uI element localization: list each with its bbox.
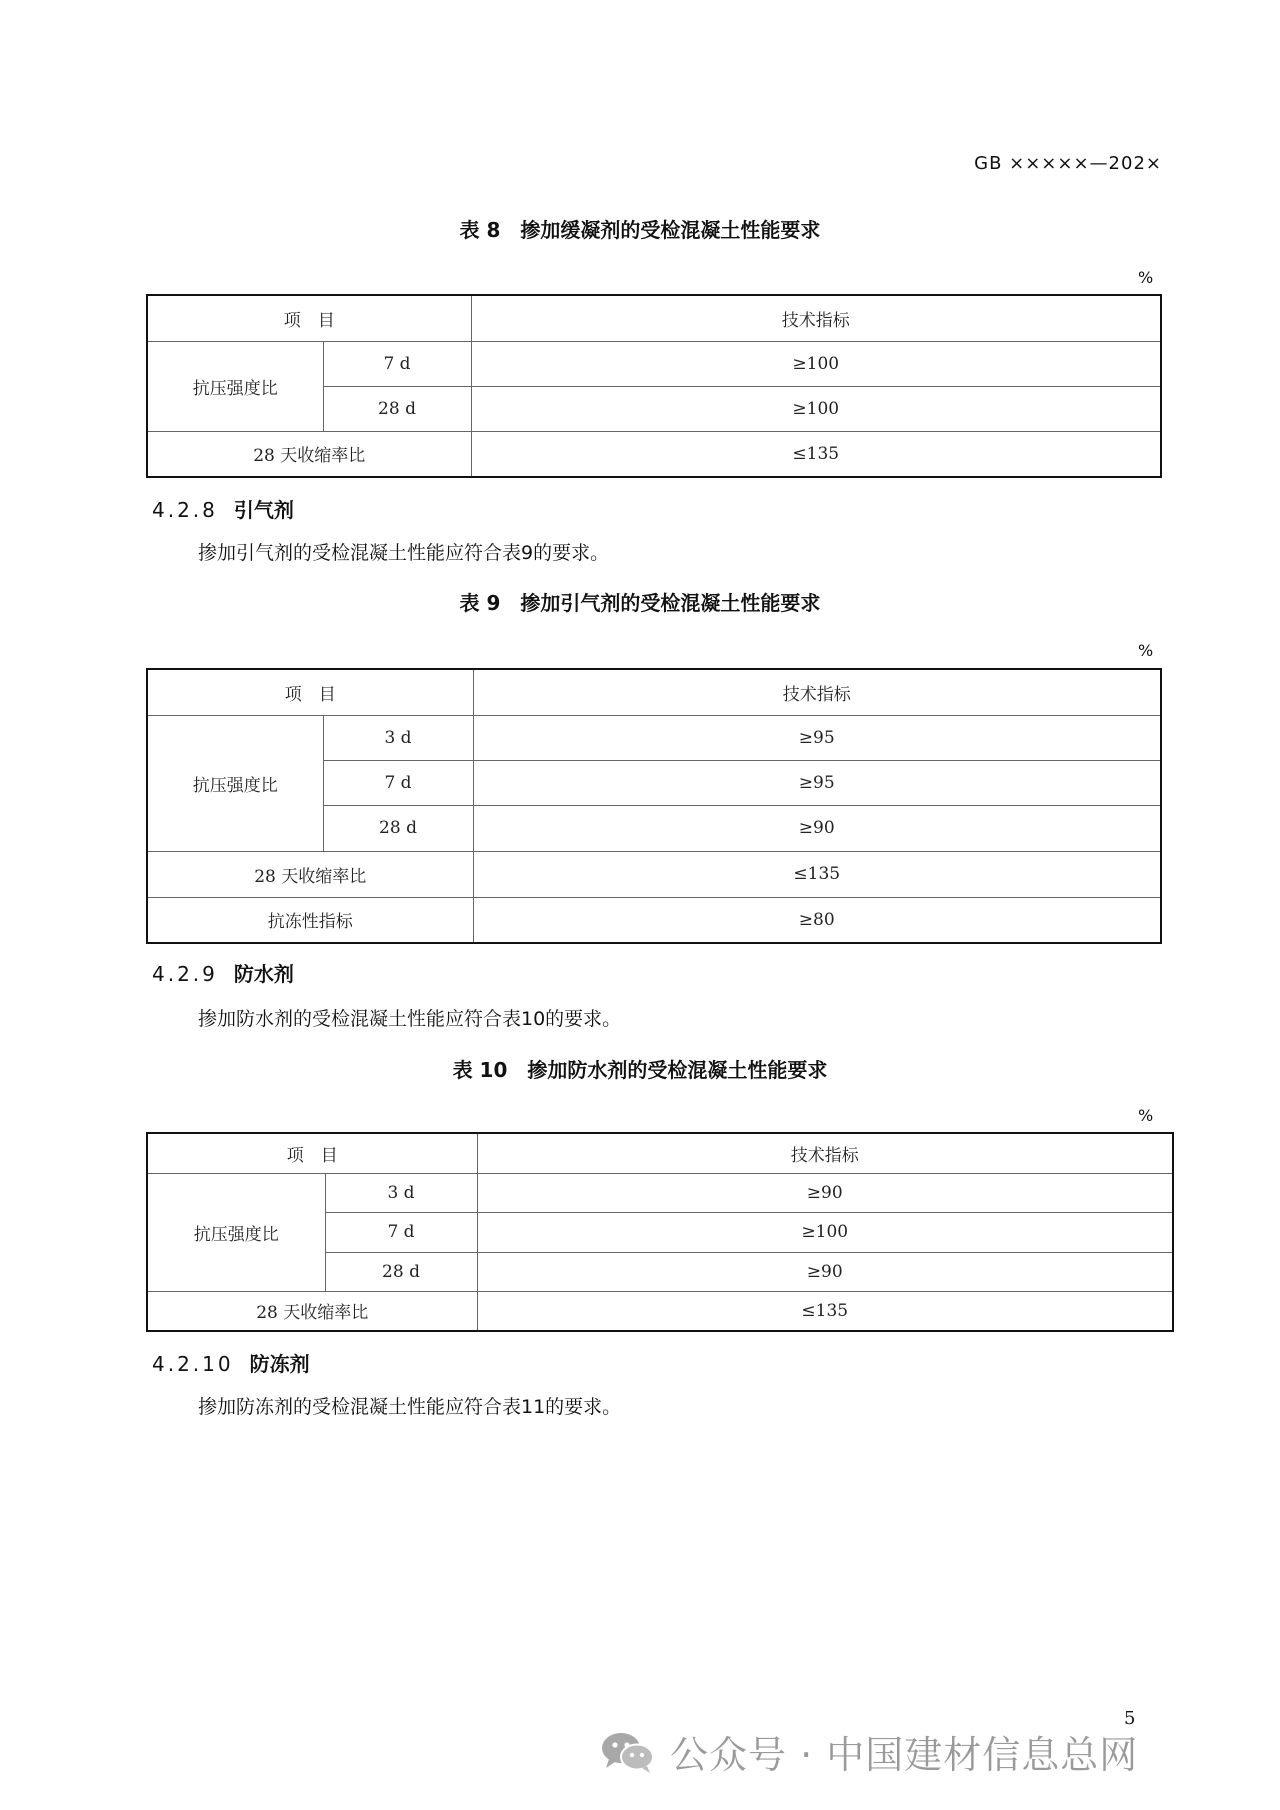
age-cell: 28 d [323,386,471,431]
header-item: 项 目 [147,669,473,715]
table10-unit: % [1138,1106,1154,1125]
row-label: 28 天收缩率比 [147,431,471,477]
value-cell: ≥100 [477,1212,1173,1252]
age-cell: 7 d [325,1212,477,1252]
row-label: 抗冻性指标 [147,897,473,943]
header-index: 技术指标 [473,669,1161,715]
group-label: 抗压强度比 [147,1173,325,1291]
section-title: 防冻剂 [249,1352,310,1376]
header-item: 项 目 [147,1133,477,1173]
section-4-2-8-text: 掺加引气剂的受检混凝土性能应符合表9的要求。 [198,542,610,564]
page-number: 5 [1124,1708,1136,1729]
table-header-row [147,669,1161,715]
table-row [147,431,1161,477]
section-title: 防水剂 [233,962,294,986]
value-cell: ≥90 [477,1173,1173,1212]
value-cell: ≤135 [473,851,1161,897]
section-4-2-8-heading [152,494,294,523]
table8-unit: % [1138,268,1154,287]
row-label: 28 天收缩率比 [147,851,473,897]
table9 [146,668,1162,944]
table9-unit: % [1138,641,1154,660]
value-cell: ≥100 [471,341,1161,386]
header-index: 技术指标 [471,295,1161,341]
value-cell: ≥95 [473,760,1161,805]
table8-caption: 表 8 掺加缓凝剂的受检混凝土性能要求 [459,218,821,242]
age-cell: 7 d [323,341,471,386]
value-cell: ≥80 [473,897,1161,943]
section-4-2-10-text: 掺加防冻剂的受检混凝土性能应符合表11的要求。 [198,1396,622,1418]
group-label: 抗压强度比 [147,341,323,431]
age-cell: 7 d [323,760,473,805]
section-4-2-9-text: 掺加防水剂的受检混凝土性能应符合表10的要求。 [198,1008,622,1030]
table10-caption: 表 10 掺加防水剂的受检混凝土性能要求 [452,1058,828,1082]
watermark-text: 公众号 · 中国建材信息总网 [670,1733,1139,1777]
group-label: 抗压强度比 [147,715,323,851]
watermark [600,1724,1138,1779]
table-row [147,851,1161,897]
value-cell: ≤135 [471,431,1161,477]
value-cell: ≥100 [471,386,1161,431]
section-number: 4.2.9 [152,962,218,986]
section-4-2-9-heading [152,958,294,987]
table-row [147,897,1161,943]
value-cell: ≤135 [477,1291,1173,1331]
section-number: 4.2.8 [152,498,218,522]
value-cell: ≥90 [473,805,1161,851]
table10 [146,1132,1174,1332]
header-index: 技术指标 [477,1133,1173,1173]
value-cell: ≥95 [473,715,1161,760]
table-row [147,715,1161,760]
value-cell: ≥90 [477,1252,1173,1291]
section-number: 4.2.10 [152,1352,234,1376]
age-cell: 3 d [325,1173,477,1212]
table-header-row [147,295,1161,341]
table-header-row [147,1133,1173,1173]
age-cell: 3 d [323,715,473,760]
table-row [147,341,1161,386]
table9-caption: 表 9 掺加引气剂的受检混凝土性能要求 [459,591,821,615]
row-label: 28 天收缩率比 [147,1291,477,1331]
age-cell: 28 d [323,805,473,851]
table8 [146,294,1162,478]
standard-code: GB ×××××—202× [974,153,1162,174]
age-cell: 28 d [325,1252,477,1291]
wechat-icon [600,1729,656,1775]
section-title: 引气剂 [233,498,294,522]
table-row [147,1291,1173,1331]
header-item: 项 目 [147,295,471,341]
section-4-2-10-heading [152,1348,310,1377]
table-row [147,1173,1173,1212]
